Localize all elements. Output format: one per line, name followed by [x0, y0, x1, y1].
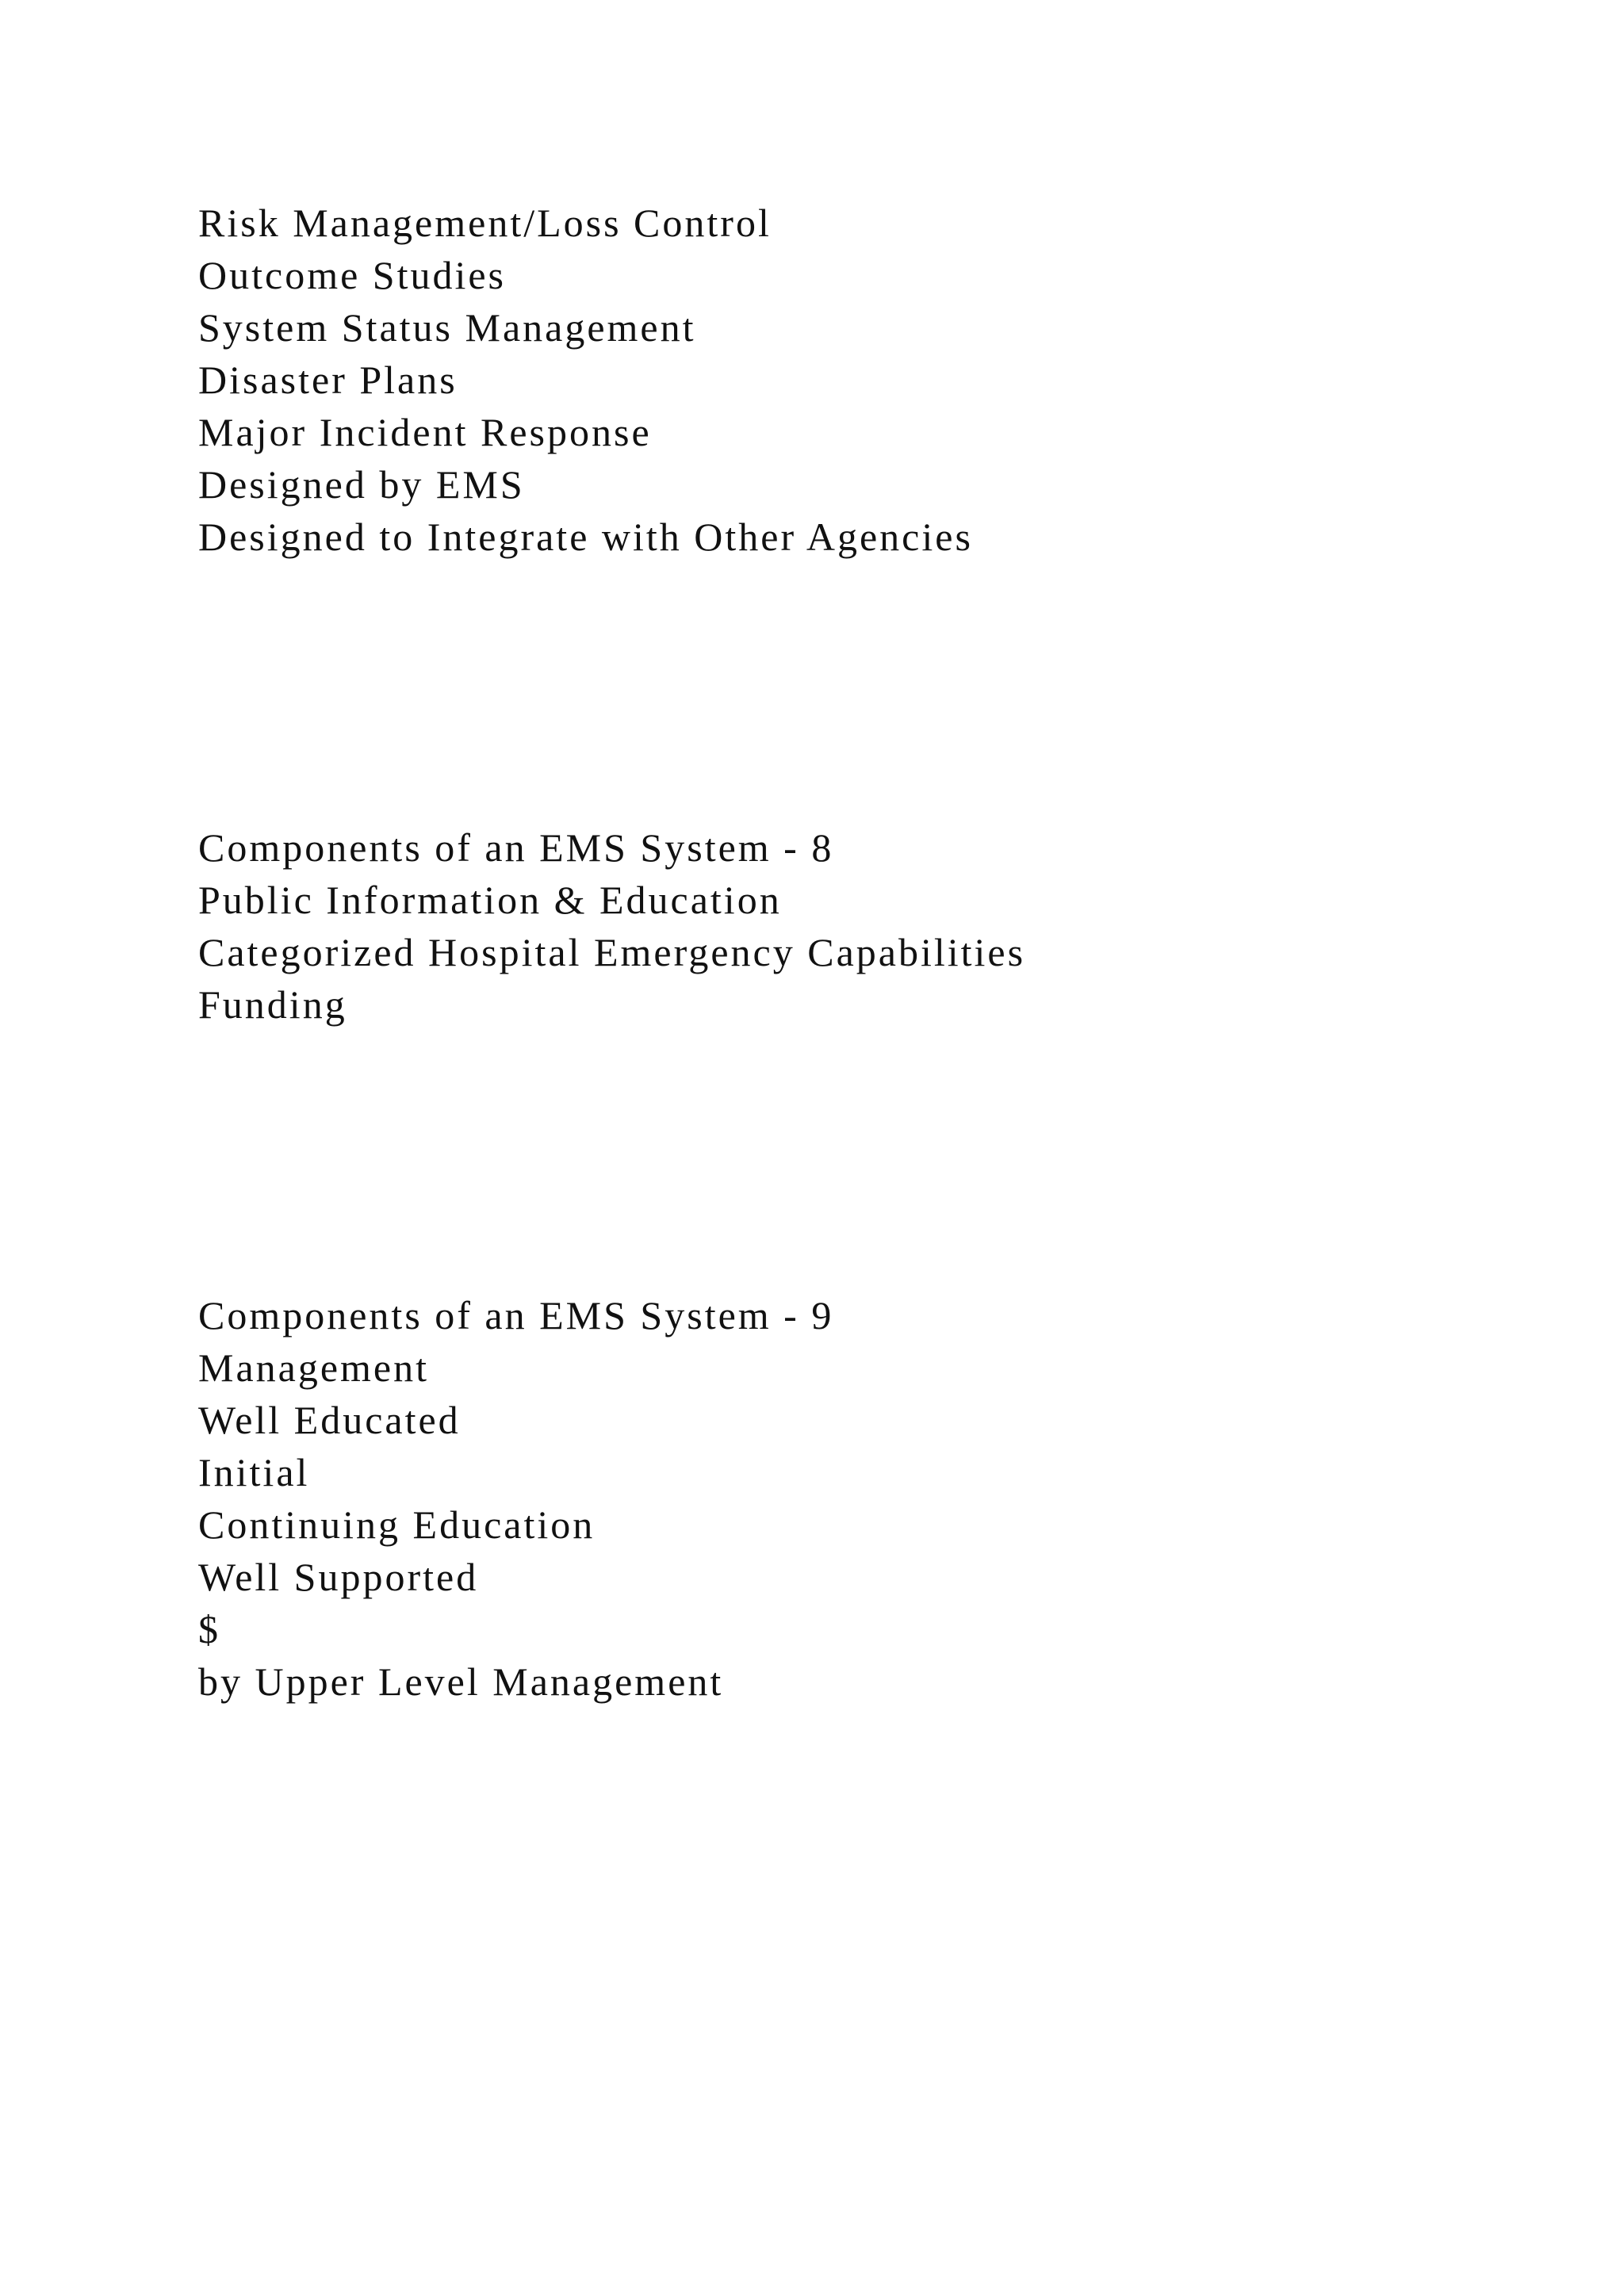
text-line: by Upper Level Management [198, 1659, 724, 1704]
text-line: System Status Management [198, 305, 696, 350]
text-line: Public Information & Education [198, 878, 782, 922]
text-line: Categorized Hospital Emergency Capabilities [198, 930, 1026, 974]
text-line: Management [198, 1345, 430, 1390]
text-line: Well Educated [198, 1398, 461, 1442]
text-line: Major Incident Response [198, 410, 652, 454]
text-line: Well Supported [198, 1555, 479, 1599]
text-line: Initial [198, 1450, 310, 1494]
text-block-components-9 [198, 1289, 833, 1708]
text-block-risk-management [198, 197, 973, 563]
text-line: $ [198, 1607, 220, 1651]
section-heading: Components of an EMS System - 9 [198, 1293, 834, 1337]
text-line: Risk Management/Loss Control [198, 201, 772, 245]
text-line: Continuing Education [198, 1502, 596, 1547]
text-block-components-8 [198, 821, 1025, 1031]
text-line: Disaster Plans [198, 358, 458, 402]
text-line: Funding [198, 982, 347, 1027]
text-line: Designed to Integrate with Other Agencies [198, 515, 973, 559]
section-heading: Components of an EMS System - 8 [198, 825, 834, 870]
text-line: Outcome Studies [198, 253, 507, 297]
text-line: Designed by EMS [198, 462, 525, 507]
